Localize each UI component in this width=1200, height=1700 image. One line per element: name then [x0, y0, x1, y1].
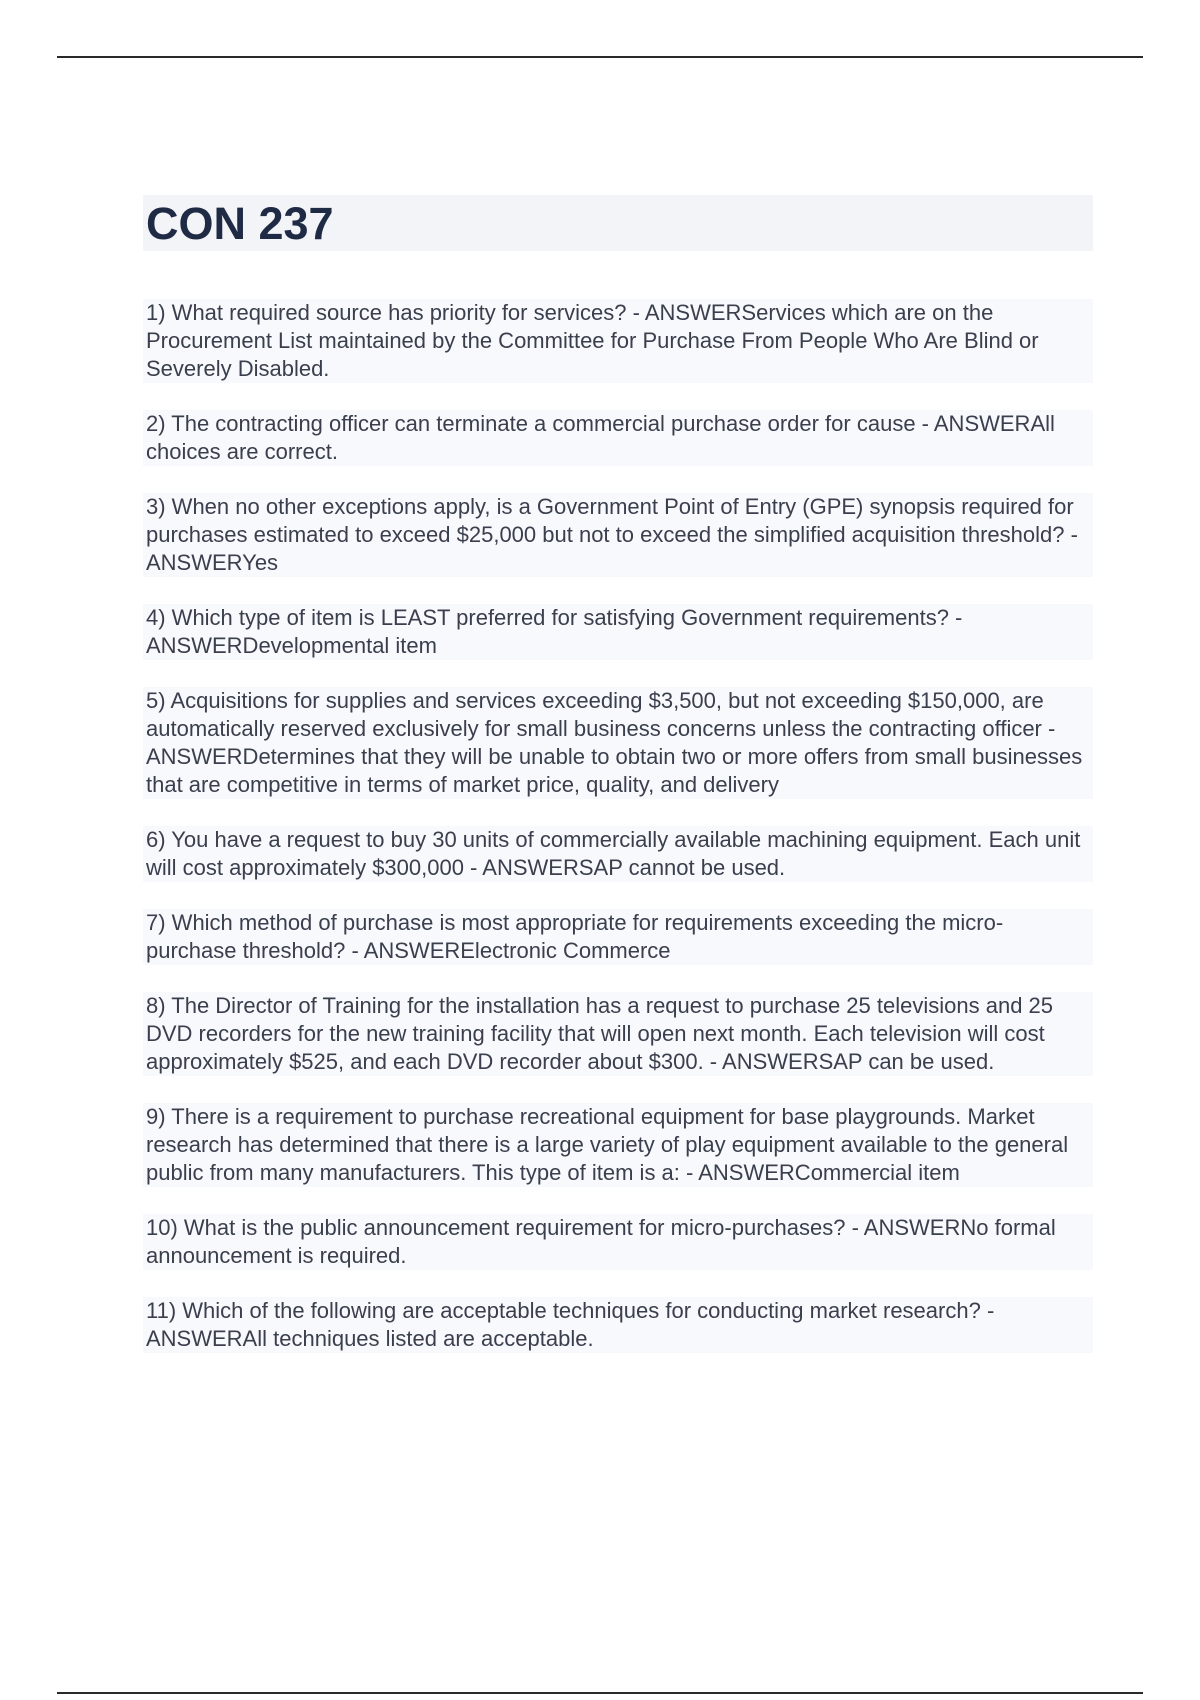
qa-item-7: 7) Which method of purchase is most appropriate for requirements exceeding the micro-purchase threshold? - ANSWERElectronic Commerce — [143, 909, 1093, 965]
top-rule — [57, 56, 1143, 58]
qa-item-6: 6) You have a request to buy 30 units of commercially available machining equipment. Each unit will cost approximately $300,000 - ANSWERSAP cannot be used. — [143, 826, 1093, 882]
document-body — [143, 195, 1093, 1380]
bottom-rule — [57, 1692, 1143, 1694]
qa-item-4: 4) Which type of item is LEAST preferred for satisfying Government requirements? - ANSWERDevelopmental item — [143, 604, 1093, 660]
document-title: CON 237 — [146, 197, 334, 249]
title-band — [143, 195, 1093, 251]
qa-item-1: 1) What required source has priority for services? - ANSWERServices which are on the Procurement List maintained by the Committee for Purchase From People Who Are Blind or Severely Disabled. — [143, 299, 1093, 383]
qa-item-11: 11) Which of the following are acceptable techniques for conducting market research? - ANSWERAll techniques listed are acceptable. — [143, 1297, 1093, 1353]
qa-list — [143, 299, 1093, 1353]
qa-item-2: 2) The contracting officer can terminate a commercial purchase order for cause - ANSWERAll choices are correct. — [143, 410, 1093, 466]
qa-item-3: 3) When no other exceptions apply, is a Government Point of Entry (GPE) synopsis required for purchases estimated to exceed $25,000 but not to exceed the simplified acquisition threshold? - ANSWERYes — [143, 493, 1093, 577]
qa-item-10: 10) What is the public announcement requirement for micro-purchases? - ANSWERNo formal announcement is required. — [143, 1214, 1093, 1270]
qa-item-9: 9) There is a requirement to purchase recreational equipment for base playgrounds. Market research has determined that there is a large variety of play equipment available to the general public from many manufacturers. This type of item is a: - ANSWERCommercial item — [143, 1103, 1093, 1187]
qa-item-8: 8) The Director of Training for the installation has a request to purchase 25 televisions and 25 DVD recorders for the new training facility that will open next month. Each television will cost approximately $525, and each DVD recorder about $300. - ANSWERSAP can be used. — [143, 992, 1093, 1076]
qa-item-5: 5) Acquisitions for supplies and services exceeding $3,500, but not exceeding $150,000, are automatically reserved exclusively for small business concerns unless the contracting officer - ANSWERDetermines that they will be unable to obtain two or more offers from small businesses that are competitive in terms of market price, quality, and delivery — [143, 687, 1093, 799]
